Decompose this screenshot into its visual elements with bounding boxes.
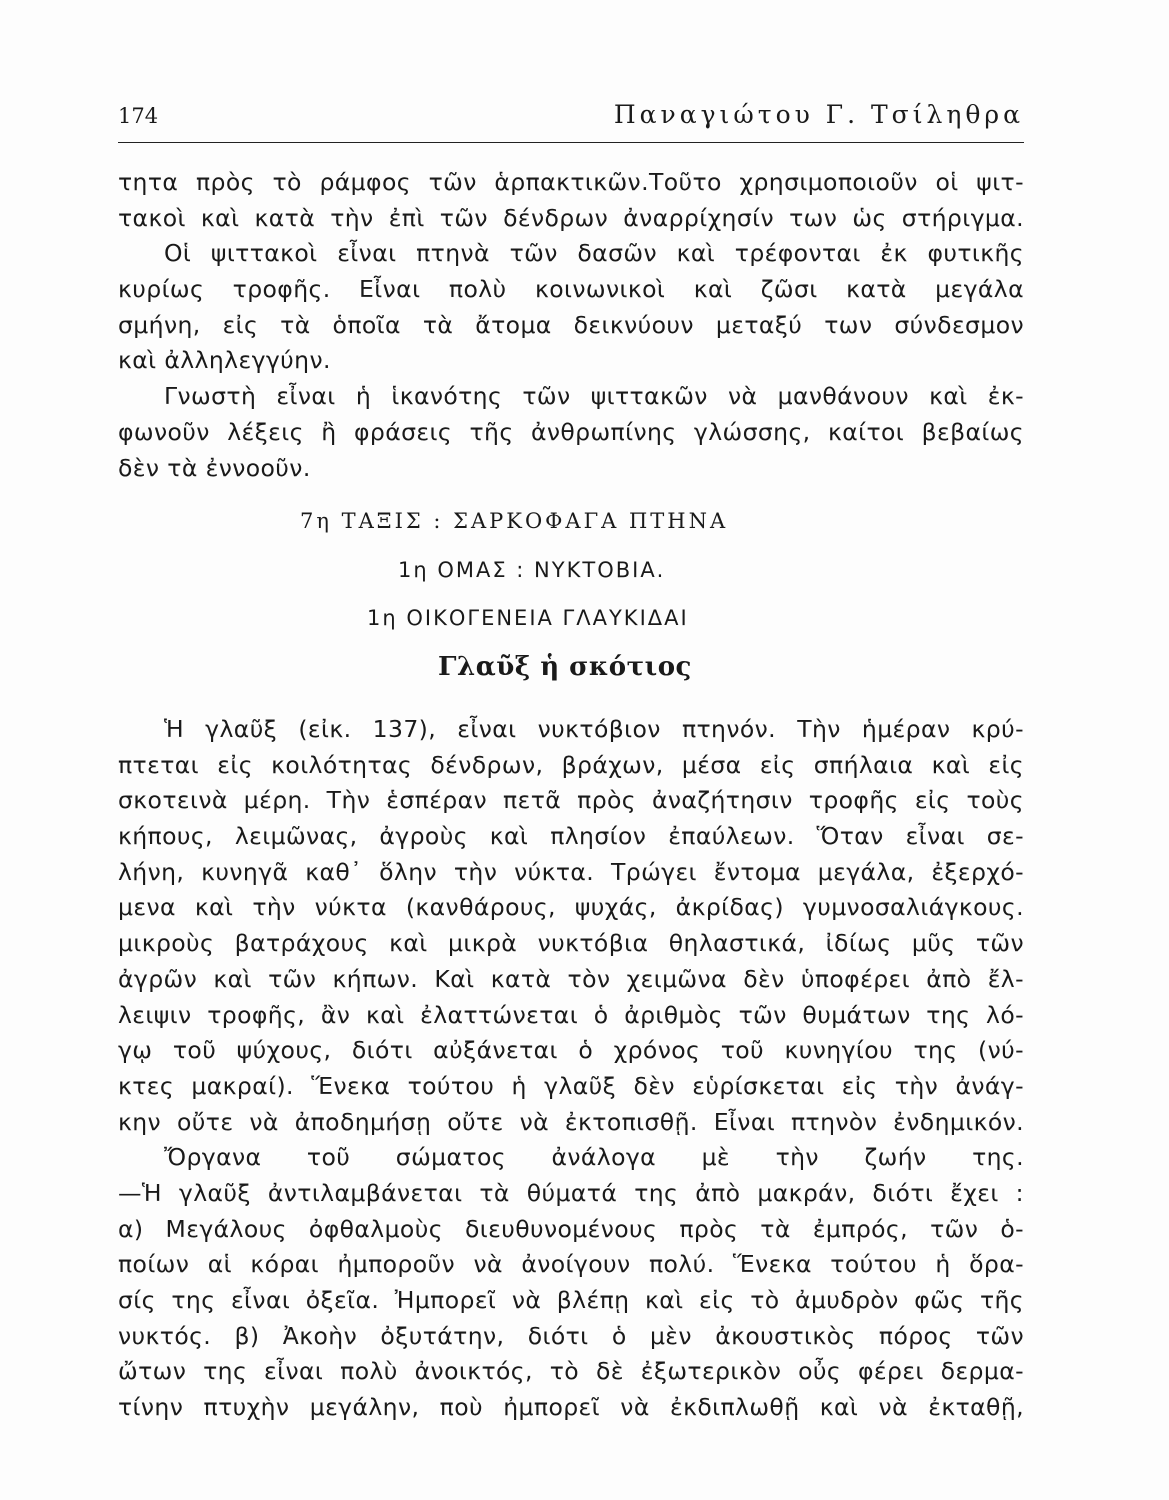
text-line: καὶ ἀλληλεγγύην. [118, 346, 331, 375]
text-line: μικροὺς βατράχους καὶ μικρὰ νυκτόβια θηλαστικά, ἰδίως μῦς τῶν [118, 929, 1024, 958]
text-line: λειψιν τροφῆς, ἂν καὶ ἐλαττώνεται ὁ ἀριθμὸς τῶν θυμάτων της λό- [118, 1000, 1024, 1029]
text-line: μενα καὶ τὴν νύκτα (κανθάρους, ψυχάς, ἀκρίδας) γυμνοσαλιάγκους. [118, 893, 1024, 922]
heading-oikogeneia: 1η ΟΙΚΟΓΕΝΕΙΑ ΓΛΑΥΚΙΔΑΙ [367, 606, 689, 630]
text-line: τίνην πτυχὴν μεγάλην, ποὺ ἠμπορεῖ νὰ ἐκδιπλωθῇ καὶ νὰ ἐκταθῇ, [118, 1393, 1024, 1422]
text-line: λήνη, κυνηγᾶ καθ᾽ ὅλην τὴν νύκτα. Τρώγει ἔντομα μεγάλα, ἐξερχό- [118, 857, 1024, 886]
text-line: κτες μακραί). Ἕνεκα τούτου ἡ γλαῦξ δὲν εὑρίσκεται εἰς τὴν ἀνάγ- [118, 1071, 1024, 1100]
text-line: τακοὶ καὶ κατὰ τὴν ἐπὶ τῶν δένδρων ἀναρρίχησίν των ὡς στήριγμα. [118, 203, 1024, 232]
text-line: τητα πρὸς τὸ ράμφος τῶν ἁρπακτικῶν.Τοῦτο χρησιμοποιοῦν οἱ ψιτ- [118, 168, 1024, 196]
text-line: σκοτεινὰ μέρη. Τὴν ἑσπέραν πετᾶ πρὸς ἀναζήτησιν τροφῆς εἰς τοὺς [118, 786, 1024, 815]
text-line: φωνοῦν λέξεις ἢ φράσεις τῆς ἀνθρωπίνης γλώσσης, καίτοι βεβαίως [118, 417, 1024, 446]
text-line: δὲν τὰ ἐννοοῦν. [118, 453, 311, 482]
text-line: Ἡ γλαῦξ (εἰκ. 137), εἶναι νυκτόβιον πτηνόν. Τὴν ἡμέραν κρύ- [164, 715, 1024, 743]
text-line: σίς της εἶναι ὀξεῖα. Ἠμπορεῖ νὰ βλέπῃ καὶ εἰς τὸ ἀμυδρὸν φῶς τῆς [118, 1286, 1024, 1314]
running-head: Παναγιώτου Γ. Τσίληθρα [613, 100, 1024, 129]
text-line: σμήνη, εἰς τὰ ὁποῖα τὰ ἄτομα δεικνύουν μεταξύ των σύνδεσμον [118, 310, 1024, 339]
species-title: Γλαῦξ ἡ σκότιος [438, 652, 692, 682]
text-line: νυκτός. β) Ἀκοὴν ὀξυτάτην, διότι ὁ μὲν ἀκουστικὸς πόρος τῶν [118, 1321, 1024, 1350]
page-number: 174 [118, 104, 159, 128]
text-line: κυρίως τροφῆς. Εἶναι πολὺ κοινωνικοὶ καὶ ζῶσι κατὰ μεγάλα [118, 275, 1024, 304]
text-line: πτεται εἰς κοιλότητας δένδρων, βράχων, μέσα εἰς σπήλαια καὶ εἰς [118, 750, 1024, 779]
header-rule [118, 142, 1024, 143]
text-line: Γνωστὴ εἶναι ἡ ἱκανότης τῶν ψιττακῶν νὰ μανθάνουν καὶ ἐκ- [164, 382, 1024, 411]
text-line: γῳ τοῦ ψύχους, διότι αὐξάνεται ὁ χρόνος τοῦ κυνηγίου της (νύ- [118, 1036, 1024, 1065]
heading-omas: 1η ΟΜΑΣ : ΝΥΚΤΟΒΙΑ. [398, 558, 666, 582]
text-line: Ὄργανα τοῦ σώματος ἀνάλογα μὲ τὴν ζωήν της. [164, 1143, 1024, 1172]
heading-taxis: 7η ΤΑΞΙΣ : ΣΑΡΚΟΦΑΓΑ ΠΤΗΝΑ [300, 509, 729, 533]
text-line: ὤτων της εἶναι πολὺ ἀνοικτός, τὸ δὲ ἐξωτερικὸν οὖς φέρει δερμα- [118, 1357, 1024, 1386]
paragraph-parrots [118, 165, 1024, 486]
page-header [118, 100, 1024, 138]
text-line: κήπους, λειμῶνας, ἀγροὺς καὶ πλησίον ἐπαύλεων. Ὅταν εἶναι σε- [118, 822, 1024, 851]
text-line: —Ἡ γλαῦξ ἀντιλαμβάνεται τὰ θύματά της ἀπὸ μακράν, διότι ἔχει : [118, 1178, 1024, 1207]
text-line: ἀγρῶν καὶ τῶν κήπων. Καὶ κατὰ τὸν χειμῶνα δὲν ὑποφέρει ἀπὸ ἔλ- [118, 964, 1024, 993]
text-line: ποίων αἱ κόραι ἠμποροῦν νὰ ἀνοίγουν πολύ. Ἕνεκα τούτου ἡ ὅρα- [118, 1250, 1024, 1279]
paragraph-owl [118, 712, 1024, 1426]
text-line: κην οὔτε νὰ ἀποδημήσῃ οὔτε νὰ ἐκτοπισθῇ. Εἶναι πτηνὸν ἐνδημικόν. [118, 1107, 1024, 1136]
text-line: Οἱ ψιττακοὶ εἶναι πτηνὰ τῶν δασῶν καὶ τρέφονται ἐκ φυτικῆς [164, 239, 1024, 268]
text-line: α) Μεγάλους ὀφθαλμοὺς διευθυνομένους πρὸς τὰ ἐμπρός, τῶν ὁ- [118, 1214, 1024, 1243]
